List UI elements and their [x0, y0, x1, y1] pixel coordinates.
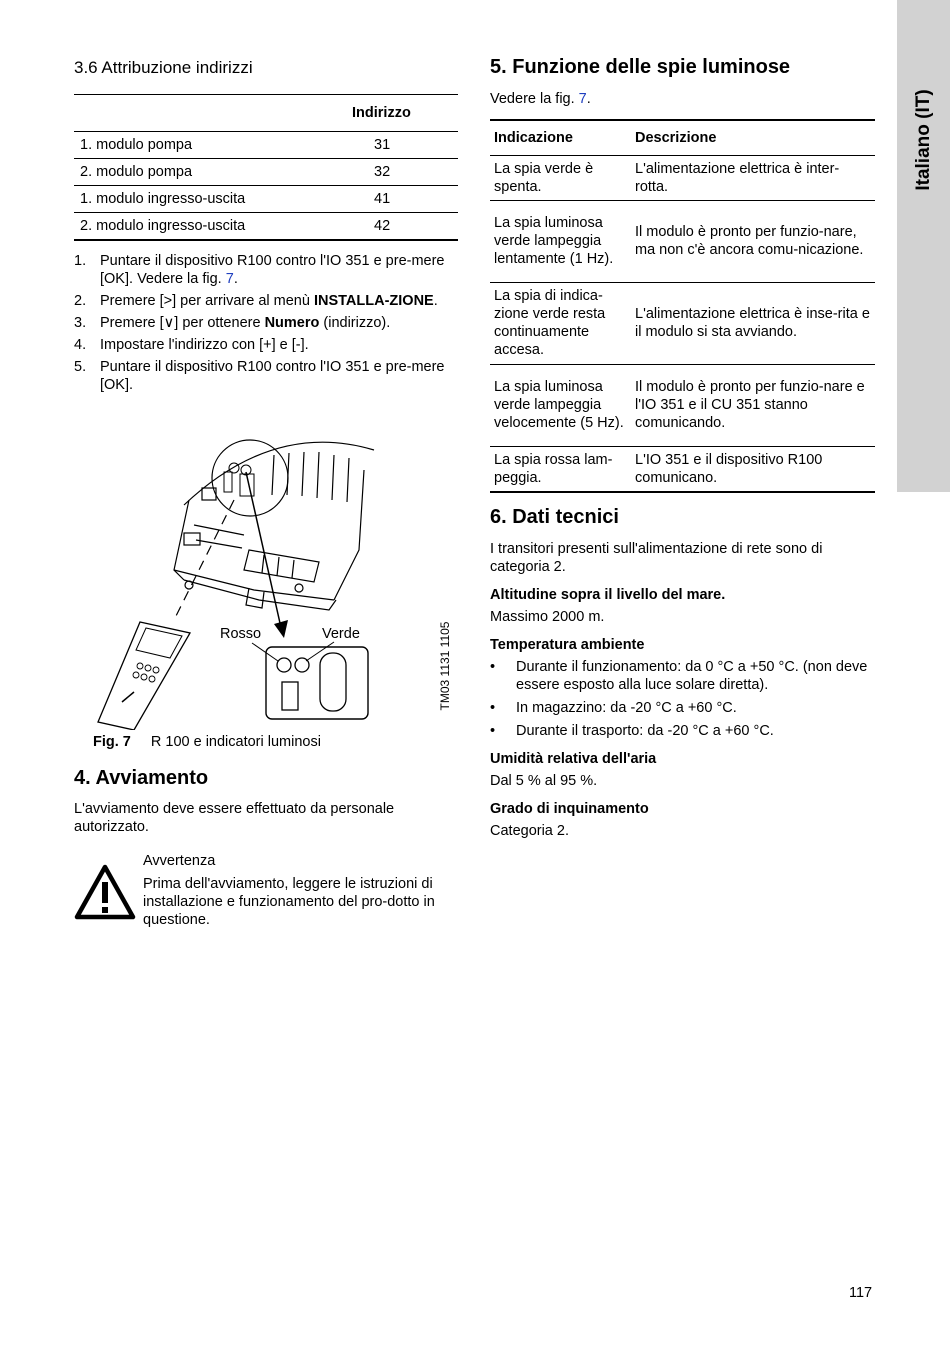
led-col-description: Descrizione [635, 129, 717, 146]
led-col-indication: Indicazione [494, 129, 573, 146]
address-row-value: 41 [374, 191, 391, 207]
altitude-value: Massimo 2000 m. [490, 609, 605, 625]
warning-text: Prima dell'avviamento, leggere le istruzioni di installazione e funzionamento del pro-dotto in questione. [143, 876, 435, 928]
altitude-heading: Altitudine sopra il livello del mare. [490, 587, 726, 603]
red-led-icon [277, 658, 291, 672]
address-table-wrap [74, 94, 458, 241]
magnifier-circle [212, 440, 288, 516]
led-row-description: L'alimentazione elettrica è inse-rita e il modulo si sta avviando. [635, 306, 870, 340]
language-tab [897, 0, 950, 492]
led-table-wrap [490, 119, 875, 493]
humidity-heading: Umidità relativa dell'aria [490, 751, 657, 767]
figure-r100-illustration [74, 430, 458, 730]
section-5-title: 5. Funzione delle spie luminose [490, 56, 791, 78]
steps-list [74, 252, 458, 398]
led-row-description: L'alimentazione elettrica è inter-rotta. [635, 160, 840, 195]
label-red: Rosso [220, 626, 262, 642]
figure-code: TM03 1131 1105 [438, 621, 452, 711]
temperature-heading: Temperatura ambiente [490, 637, 645, 653]
step-item: 5. Puntare il dispositivo R100 contro l'IO 351 e pre-mere [OK]. [74, 359, 445, 393]
figure-number: Fig. 7 [93, 734, 131, 750]
led-row-indication: La spia verde è spenta. [494, 160, 594, 195]
temperature-item: • In magazzino: da -20 °C a +60 °C. [490, 700, 737, 716]
step-item: 4. Impostare l'indirizzo con [+] e [-]. [74, 337, 309, 353]
step-item: 3. Premere [∨] per ottenere Numero (indirizzo). [74, 315, 391, 331]
address-row-name: 2. modulo ingresso-uscita [80, 218, 246, 234]
warning-box [143, 852, 458, 929]
temperature-item: • Durante il funzionamento: da 0 °C a +50 °C. (non deve essere esposto alla luce solare diretta). [490, 659, 868, 693]
led-row-indication: La spia di indica-zione verde resta continuamente accesa. [494, 288, 606, 358]
section-6-title: 6. Dati tecnici [490, 506, 619, 528]
led-table [490, 119, 875, 493]
humidity-value: Dal 5 % al 95 %. [490, 773, 598, 789]
led-zoom-box [266, 647, 368, 719]
figure-ref-link[interactable]: 7 [225, 271, 234, 287]
io351-module-drawing [174, 442, 374, 610]
led-row-indication: La spia luminosa verde lampeggia lentamente (1 Hz). [494, 215, 614, 267]
section-3-6-title: 3.6 Attribuzione indirizzi [74, 58, 253, 77]
temperature-item: • Durante il trasporto: da -20 °C a +60 °C. [490, 723, 774, 739]
section-6-body [490, 540, 875, 840]
figure-caption-text: R 100 e indicatori luminosi [150, 734, 321, 750]
warning-title: Avvertenza [143, 853, 216, 869]
pollution-heading: Grado di inquinamento [490, 801, 649, 817]
address-row-value: 31 [374, 137, 391, 153]
address-row-name: 1. modulo pompa [80, 137, 193, 153]
r100-remote-drawing [98, 622, 190, 730]
pollution-value: Categoria 2. [490, 823, 569, 839]
figure-ref-link[interactable]: 7 [578, 91, 587, 107]
address-row-name: 2. modulo pompa [80, 164, 193, 180]
led-row-description: L'IO 351 e il dispositivo R100 comunicano. [635, 451, 823, 486]
page-number: 117 [849, 1285, 873, 1301]
section-6-intro: I transitori presenti sull'alimentazione di rete sono di categoria 2. [490, 541, 823, 575]
section-5-see-fig: Vedere la fig. 7. [490, 91, 591, 107]
address-row-name: 1. modulo ingresso-uscita [80, 191, 246, 207]
language-tab-label: Italiano (IT) [912, 89, 934, 191]
address-col-header: Indirizzo [352, 105, 411, 121]
led-row-indication: La spia rossa lam-peggia. [494, 451, 613, 486]
address-row-value: 42 [374, 218, 391, 234]
led-row-description: Il modulo è pronto per funzio-nare, ma non c'è ancora comu-nicazione. [635, 224, 864, 258]
led-row-description: Il modulo è pronto per funzio-nare e l'IO 351 e il CU 351 stanno comunicando. [635, 379, 865, 431]
section-4-title: 4. Avviamento [74, 767, 209, 789]
step-item: 2. Premere [>] per arrivare al menù INSTALLA-ZIONE. [74, 293, 438, 309]
warning-triangle-icon [74, 864, 136, 920]
led-row-indication: La spia luminosa verde lampeggia velocemente (5 Hz). [494, 379, 624, 431]
section-4-body: L'avviamento deve essere effettuato da personale autorizzato. [74, 801, 395, 835]
address-table [74, 95, 458, 241]
figure-caption [93, 733, 321, 751]
step-item: 1. Puntare il dispositivo R100 contro l'IO 351 e pre-mere [OK]. Vedere la fig. 7. [74, 253, 445, 287]
label-green: Verde [322, 626, 360, 642]
address-row-value: 32 [374, 164, 391, 180]
